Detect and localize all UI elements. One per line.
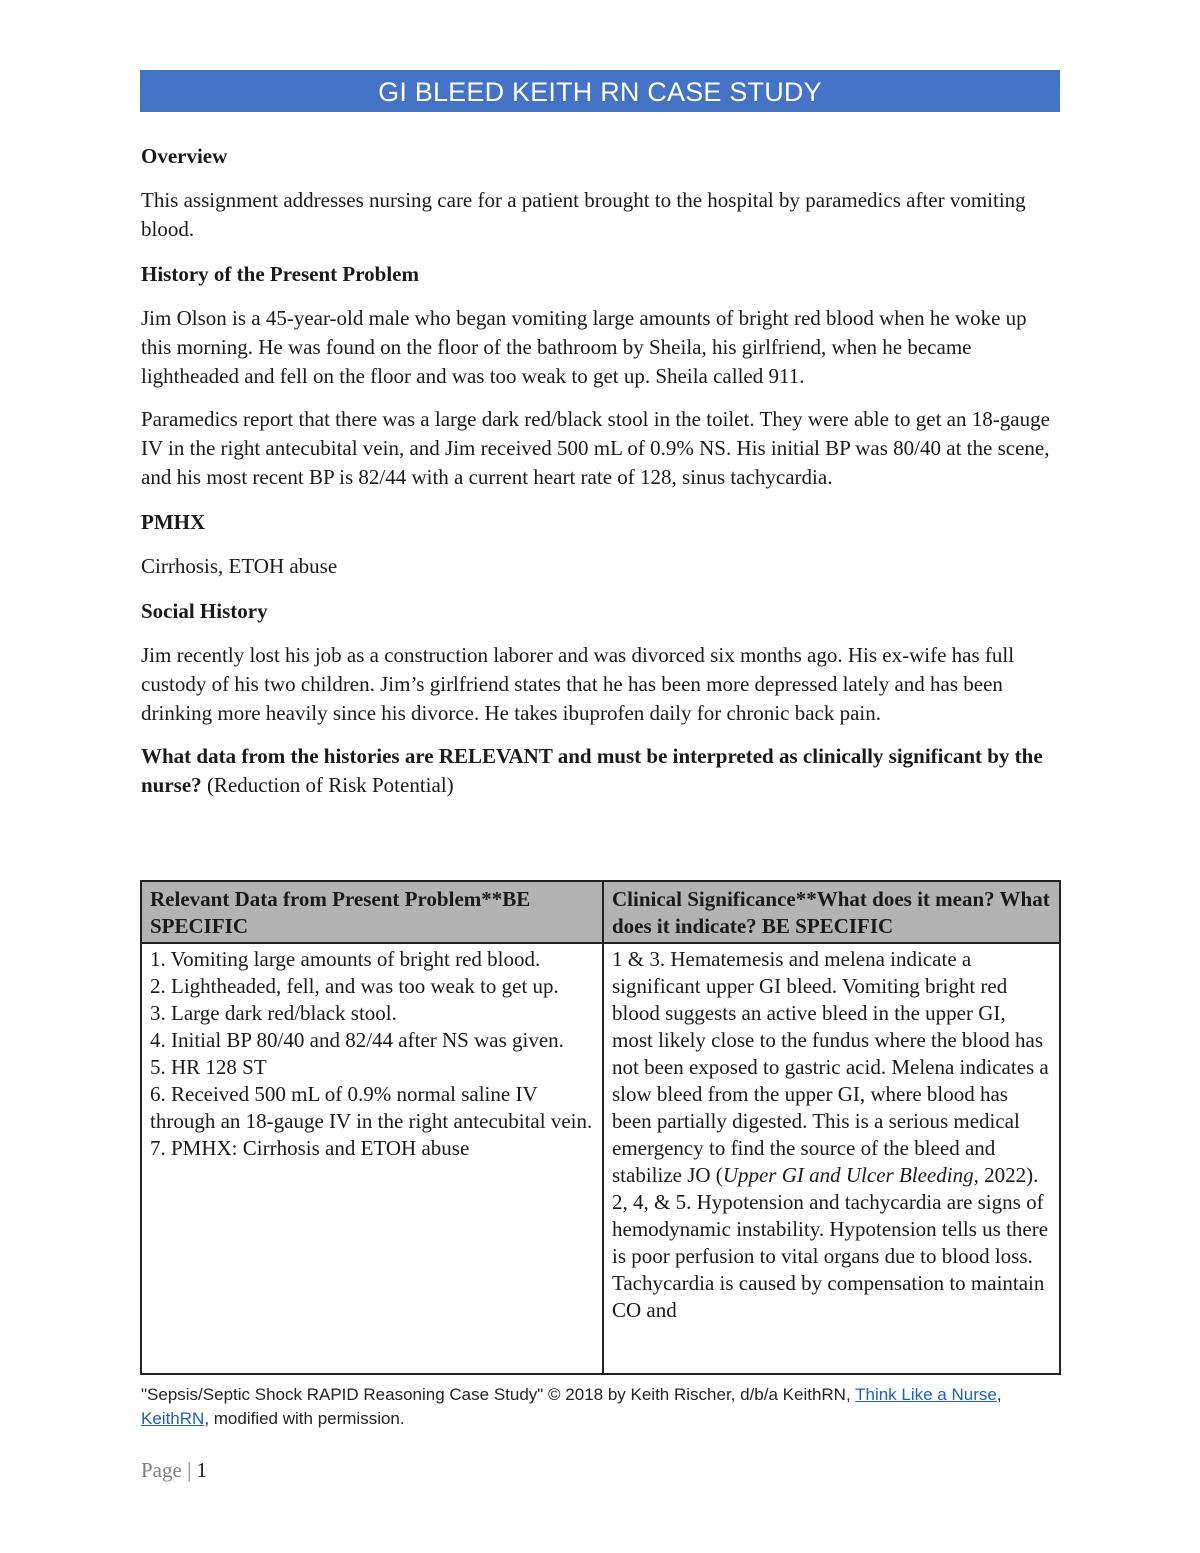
list-item: 5. HR 128 ST	[150, 1055, 267, 1079]
document-body	[141, 140, 1061, 814]
list-item: 2. Lightheaded, fell, and was too weak to get up.	[150, 974, 559, 998]
page-number	[141, 1458, 207, 1483]
history-heading: History of the Present Problem	[141, 262, 419, 286]
social-history-heading: Social History	[141, 599, 268, 623]
page-number-value: 1	[196, 1458, 208, 1482]
list-item: 3. Large dark red/black stool.	[150, 1001, 397, 1025]
copyright-text: "Sepsis/Septic Shock RAPID Reasoning Case Study" © 2018 by Keith Rischer, d/b/a KeithRN,	[141, 1385, 851, 1404]
table-header-row	[141, 881, 1060, 943]
relevant-data-cell[interactable]	[141, 943, 603, 1374]
clinical-significance-cell[interactable]	[603, 943, 1060, 1374]
relevant-data-question	[141, 742, 1061, 800]
title-banner: GI BLEED KEITH RN CASE STUDY	[140, 70, 1060, 112]
history-paragraph-1: Jim Olson is a 45-year-old male who began vomiting large amounts of bright red blood when he woke up this morning. He was found on the floor of the bathroom by Sheila, his girlfriend, when he became lightheaded and fell on the floor and was too weak to get up. Sheila called 911.	[141, 306, 1027, 388]
pmhx-heading: PMHX	[141, 510, 206, 534]
overview-text: This assignment addresses nursing care for a patient brought to the hospital by paramedics after vomiting blood.	[141, 188, 1026, 241]
list-item: 4. Initial BP 80/40 and 82/44 after NS was given.	[150, 1028, 564, 1052]
list-item: 7. PMHX: Cirrhosis and ETOH abuse	[150, 1136, 470, 1160]
significance-paragraph-1	[612, 946, 1051, 1189]
table-row	[141, 943, 1060, 1374]
keithrn-link[interactable]: KeithRN	[141, 1409, 205, 1428]
page-label: Page |	[141, 1458, 192, 1482]
question-category: (Reduction of Risk Potential)	[206, 773, 454, 797]
permission-text: , modified with permission.	[204, 1409, 405, 1428]
significance-paragraph-2: 2, 4, & 5. Hypotension and tachycardia are signs of hemodynamic instability. Hypotension tells us there is poor perfusion to vital organs due to blood loss. Tachycardia is caused by compensation to maintain CO and	[612, 1190, 1049, 1322]
citation-year: , 2022).	[973, 1163, 1039, 1187]
question-bold: What data from the histories are RELEVANT and must be interpreted as clinically significant by the nurse?	[141, 744, 1043, 797]
list-item: 6. Received 500 mL of 0.9% normal saline IV through an 18-gauge IV in the right antecubital vein.	[150, 1082, 593, 1133]
header-clinical-significance: Clinical Significance**What does it mean? What does it indicate? BE SPECIFIC	[603, 881, 1060, 943]
link-separator: ,	[996, 1385, 1002, 1404]
think-like-a-nurse-link[interactable]: Think Like a Nurse	[855, 1385, 997, 1404]
pmhx-text: Cirrhosis, ETOH abuse	[141, 554, 338, 578]
overview-heading: Overview	[141, 144, 228, 168]
copyright-footer	[141, 1383, 1071, 1431]
list-item: 1. Vomiting large amounts of bright red blood.	[150, 947, 541, 971]
history-paragraph-2: Paramedics report that there was a large dark red/black stool in the toilet. They were able to get an 18-gauge IV in the right antecubital vein, and Jim received 500 mL of 0.9% NS. His initial BP was 80/40 at the scene, and his most recent BP is 82/44 with a current heart rate of 128, sinus tachycardia.	[141, 407, 1050, 489]
relevant-data-table	[140, 880, 1061, 1375]
header-relevant-data: Relevant Data from Present Problem**BE SPECIFIC	[141, 881, 603, 943]
social-history-text: Jim recently lost his job as a construction laborer and was divorced six months ago. His ex-wife has full custody of his two children. Jim’s girlfriend states that he has been more depressed lately and has been drinking more heavily since his divorce. He takes ibuprofen daily for chronic back pain.	[141, 643, 1015, 725]
citation-title: Upper GI and Ulcer Bleeding	[722, 1163, 974, 1187]
significance-text: 1 & 3. Hematemesis and melena indicate a significant upper GI bleed. Vomiting bright red blood suggests an active bleed in the upper GI, most likely close to the fundus where the blood has not been exposed to gastric acid. Melena indicates a slow bleed from the upper GI, where blood has been partially digested. This is a serious medical emergency to find the source of the bleed and stabilize JO (	[612, 947, 1049, 1187]
